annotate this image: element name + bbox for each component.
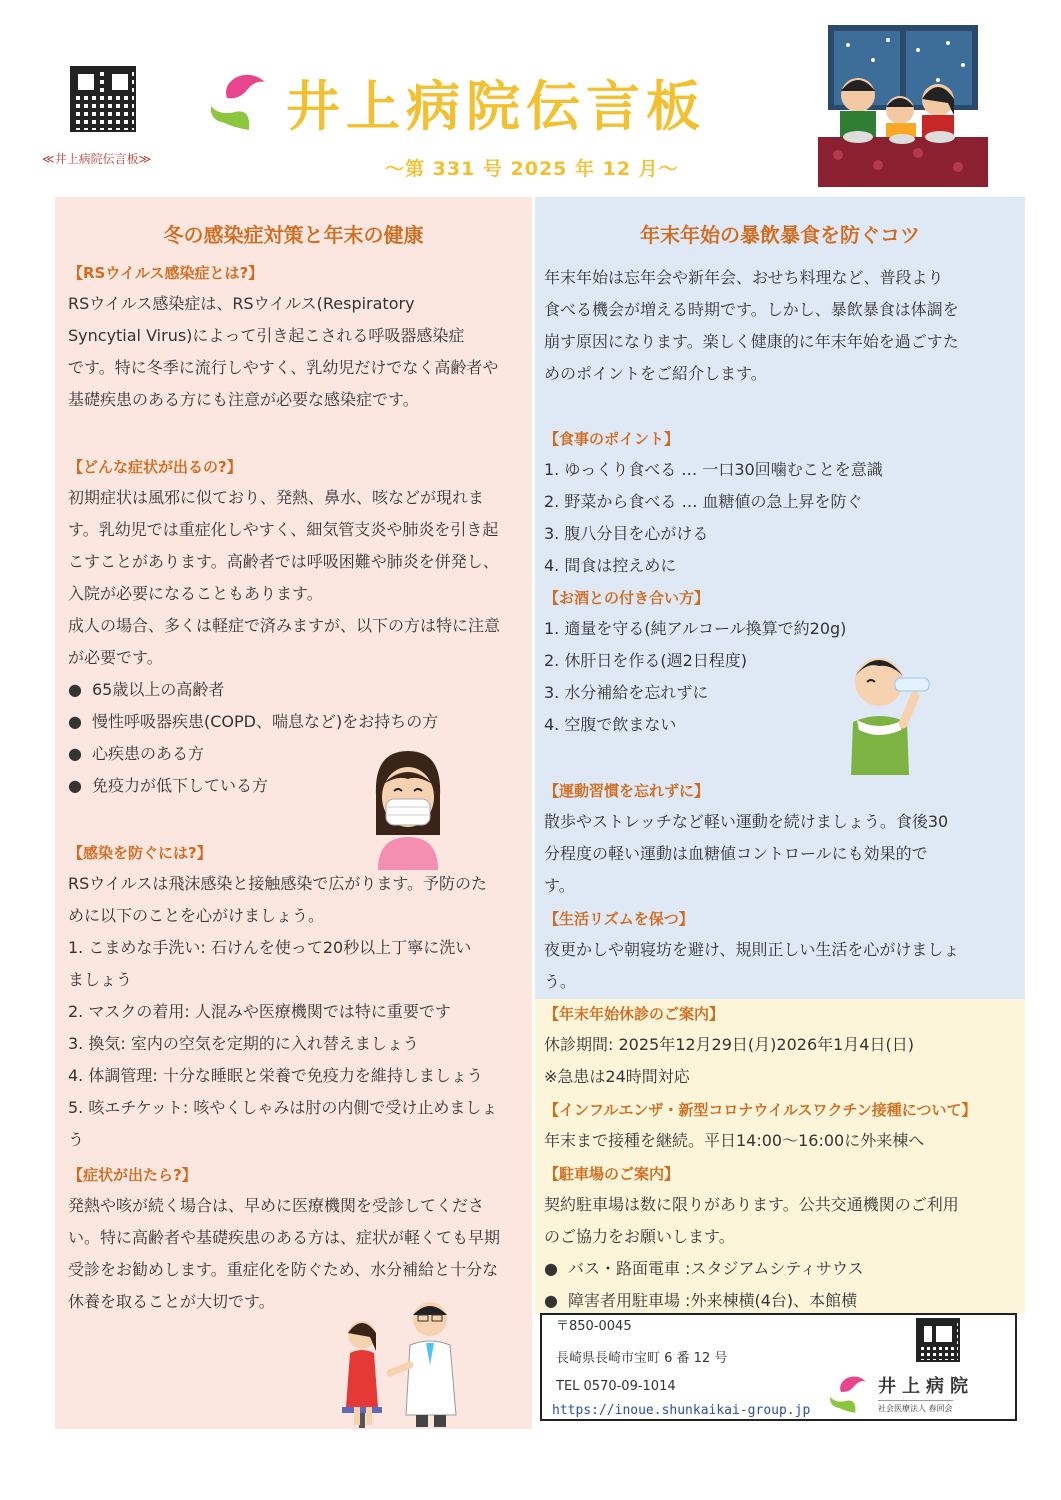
meal-tip: 4. 間食は控えめに: [544, 556, 677, 575]
rs-virus-heading: 【RSウイルス感染症とは?】: [68, 264, 264, 282]
exercise-text: [544, 806, 1014, 902]
text-line: 入院が必要になることもあります。: [68, 584, 323, 603]
symptoms-section: [68, 456, 528, 802]
text-line: RSウイルスは飛沫感染と接触感染で広がります。予防のた: [68, 874, 488, 893]
when-sick-heading: 【症状が出たら?】: [68, 1166, 197, 1184]
parking-heading: 【駐車場のご案内】: [544, 1165, 680, 1183]
page-title: 井上病院伝言板: [286, 75, 706, 138]
risk-list-item: ● 65歳以上の高齢者: [68, 674, 528, 706]
man-drinking-water-illustration: [843, 640, 935, 775]
meal-section: [544, 428, 1014, 582]
hospital-name: 井上病院: [878, 1376, 974, 1397]
meal-heading: 【食事のポイント】: [544, 430, 680, 448]
text-line: 食べる機会が増える時期です。しかし、暴飲暴食は体調を: [544, 300, 959, 319]
vaccine-text: [544, 1125, 1019, 1157]
text-line: Syncytial Virus)によって引き起こされる呼吸器感染症: [68, 326, 465, 345]
text-line: 年末年始は忘年会や新年会、おせち料理など、普段より: [544, 268, 944, 287]
meal-tip: 1. ゆっくり食べる … 一口30回噛むことを意識: [544, 460, 883, 479]
drink-heading: 【お酒との付き合い方】: [544, 589, 710, 607]
parking-list-item: ● バス・路面電車 :スタジアムシティサウス: [544, 1253, 1019, 1285]
text-line: 分程度の軽い運動は血糖値コントロールにも効果的で: [544, 844, 928, 863]
postal-code: 〒850-0045: [556, 1319, 632, 1334]
exercise-heading: 【運動習慣を忘れずに】: [544, 782, 710, 800]
text-line: 発熱や咳が続く場合は、早めに医療機関を受診してくださ: [68, 1196, 485, 1215]
prevention-step: 4. 体調管理: 十分な睡眠と栄養で免疫力を維持しましょう: [68, 1066, 483, 1085]
text-line: 受診をお勧めします。重症化を防ぐため、水分補給と十分な: [68, 1260, 499, 1279]
text-line: 初期症状は風邪に似ており、発熱、鼻水、咳などが現れま: [68, 488, 485, 507]
symptoms-text: [68, 482, 528, 802]
drink-tip: 2. 休肝日を作る(週2日程度): [544, 651, 748, 670]
text-line: す。: [544, 876, 575, 895]
exercise-section: [544, 780, 1014, 902]
rs-virus-text: [68, 288, 528, 416]
drink-list: [544, 613, 1014, 741]
risk-list-item: ● 免疫力が低下している方: [68, 770, 528, 802]
left-content: [68, 262, 528, 416]
prevention-heading: 【感染を防ぐには?】: [68, 844, 212, 862]
vaccine-section: [544, 1099, 1019, 1157]
text-line: 基礎疾患のある方にも注意が必要な感染症です。: [68, 390, 419, 409]
holiday-section: [544, 1003, 1019, 1093]
meal-list: [544, 454, 1014, 582]
overeating-intro: [544, 262, 1014, 390]
website-link[interactable]: https://inoue.shunkaikai-group.jp: [552, 1403, 811, 1418]
drink-tip: 4. 空腹で飲まない: [544, 715, 677, 734]
holiday-text: [544, 1029, 1019, 1093]
prevention-text: [68, 868, 528, 1156]
meal-tip: 3. 腹八分目を心がける: [544, 524, 709, 543]
text-line: のご協力をお願いします。: [544, 1227, 735, 1246]
telephone: TEL 0570-09-1014: [556, 1379, 676, 1394]
text-line: 成人の場合、多くは軽症で済みますが、以下の方は特に注意: [68, 616, 501, 635]
text-line: です。特に冬季に流行しやすく、乳幼児だけでなく高齢者や: [68, 358, 499, 377]
rhythm-text: [544, 934, 1014, 998]
text-line: 夜更かしや朝寝坊を避け、規則正しい生活を心がけましょ: [544, 940, 960, 959]
prevention-step: 1. こまめな手洗い: 石けんを使って20秒以上丁寧に洗い: [68, 938, 472, 957]
right-section-title: 年末年始の暴飲暴食を防ぐコツ: [640, 223, 920, 247]
text-line: 年末まで接種を継続。平日14:00〜16:00に外来棟へ: [544, 1131, 925, 1150]
left-section-title: 冬の感染症対策と年末の健康: [163, 223, 424, 247]
text-line: RSウイルス感染症は、RSウイルス(Respiratory: [68, 294, 415, 313]
issue-number: 〜第 331 号 2025 年 12 月〜: [385, 158, 679, 180]
corporation-name: 社会医療法人 春回会: [878, 1400, 953, 1414]
symptoms-heading: 【どんな症状が出るの?】: [68, 458, 242, 476]
text-line: 散歩やストレッチなど軽い運動を続けましょう。食後30: [544, 812, 949, 831]
text-line: 契約駐車場は数に限りがあります。公共交通機関のご利用: [544, 1195, 959, 1214]
qr-caption: ≪井上病院伝言板≫: [42, 152, 152, 166]
text-line: う: [68, 1130, 85, 1149]
prevention-step: 2. マスクの着用: 人混みや医療機関では特に重要です: [68, 1002, 451, 1021]
emergency-note: ※急患は24時間対応: [544, 1067, 690, 1086]
text-line: が必要です。: [68, 648, 163, 667]
doctor-child-illustration: [330, 1295, 480, 1430]
meal-tip: 2. 野菜から食べる … 血糖値の急上昇を防ぐ: [544, 492, 863, 511]
qr-code: [70, 66, 136, 132]
text-line: めに以下のことを心がけましょう。: [68, 906, 325, 925]
prevention-section: [68, 842, 528, 1156]
holiday-heading: 【年末年始休診のご案内】: [544, 1005, 725, 1023]
parking-list-item: ● 障害者用駐車場 :外来棟横(4台)、本館横: [544, 1285, 1019, 1317]
text-line: い。特に高齢者や基礎疾患のある方は、症状が軽くても早期: [68, 1228, 501, 1247]
address: 長崎県長崎市宝町 6 番 12 号: [556, 1351, 728, 1366]
holiday-period: 休診期間: 2025年12月29日(月)2026年1月4日(日): [544, 1035, 914, 1054]
rhythm-heading: 【生活リズムを保つ】: [544, 910, 694, 928]
parking-section: [544, 1163, 1019, 1317]
text-line: めのポイントをご紹介します。: [544, 364, 767, 383]
risk-list-item: ● 心疾患のある方: [68, 738, 528, 770]
prevention-step: 5. 咳エチケット: 咳やくしゃみは肘の内側で受け止めましょ: [68, 1098, 498, 1117]
text-line: こすことがあります。高齢者では呼吸困難や肺炎を併発し、: [68, 552, 499, 571]
rhythm-section: [544, 908, 1014, 998]
risk-list-item: ● 慢性呼吸器疾患(COPD、喘息など)をお持ちの方: [68, 706, 528, 738]
text-line: す。乳幼児では重症化しやすく、細気管支炎や肺炎を引き起: [68, 520, 499, 539]
text-line: う。: [544, 972, 577, 991]
contact-qr-code: [916, 1318, 960, 1362]
hospital-logo-small-icon: [826, 1372, 874, 1418]
drink-tip: 1. 適量を守る(純アルコール換算で約20g): [544, 619, 847, 638]
drink-section: [544, 587, 1014, 741]
family-eating-illustration: [818, 25, 988, 190]
vaccine-heading: 【インフルエンザ・新型コロナウイルスワクチン接種について】: [544, 1101, 977, 1119]
hospital-logo-icon: [205, 68, 277, 138]
parking-text: [544, 1189, 1019, 1317]
drink-tip: 3. 水分補給を忘れずに: [544, 683, 709, 702]
text-line: 崩す原因になります。楽しく健康的に年末年始を過ごすた: [544, 332, 959, 351]
text-line: ましょう: [68, 970, 133, 989]
text-line: 休養を取ることが大切です。: [68, 1292, 275, 1311]
prevention-step: 3. 換気: 室内の空気を定期的に入れ替えましょう: [68, 1034, 419, 1053]
